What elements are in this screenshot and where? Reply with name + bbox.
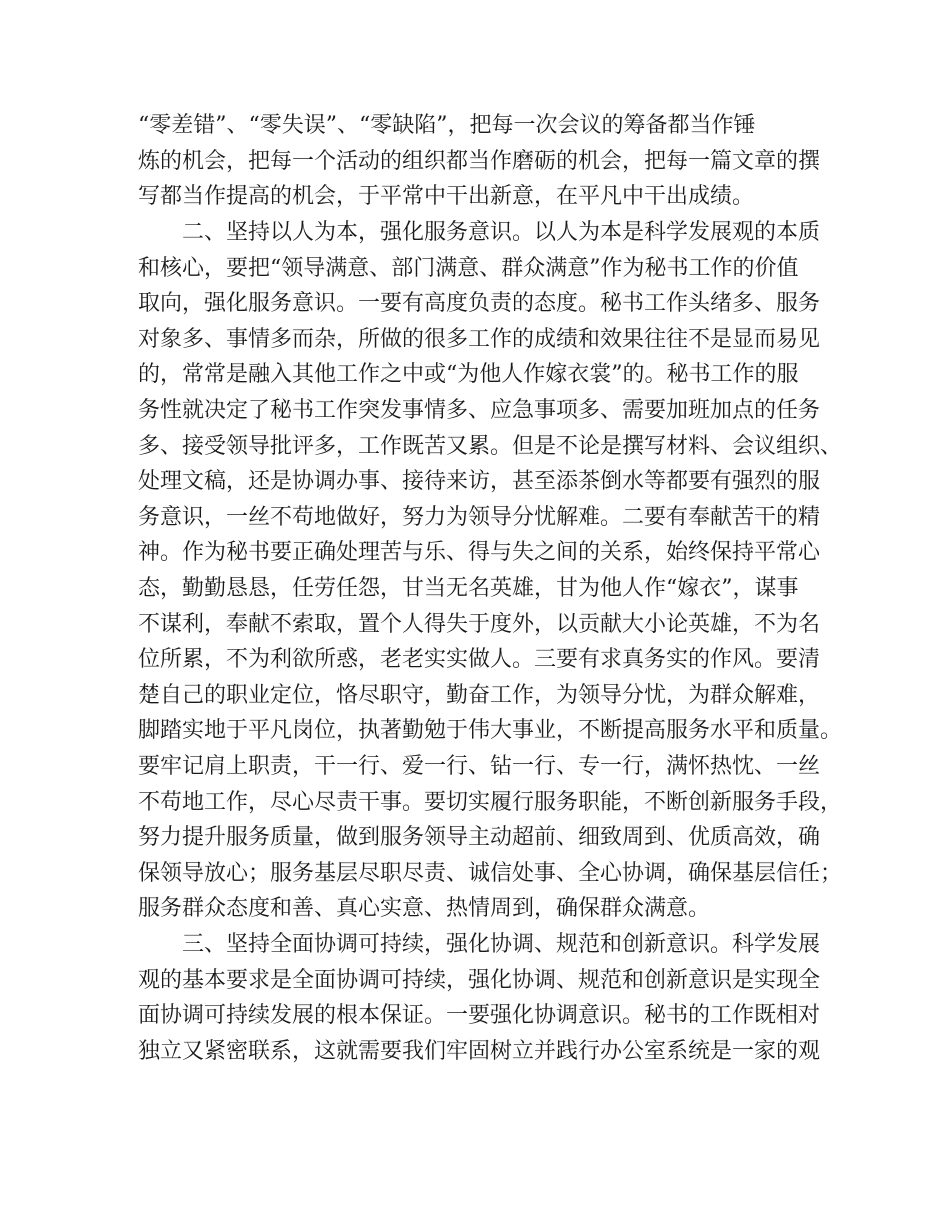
text-line: 观的基本要求是全面协调可持续，强化协调、规范和创新意识是实现全 (138, 967, 821, 993)
text-line: 多、接受领导批评多，工作既苦又累。但是不论是撰写材料、会议组织、 (138, 433, 843, 459)
text-line: 不谋利，奉献不索取，置个人得失于度外，以贡献大小论英雄，不为名 (138, 611, 821, 637)
text-line: 炼的机会，把每一个活动的组织都当作磨砺的机会，把每一篇文章的撰 (138, 148, 821, 174)
text-line: 处理文稿，还是协调办事、接待来访，甚至添茶倒水等都要有强烈的服 (138, 469, 821, 495)
text-line: 保领导放心；服务基层尽职尽责、诚信处事、全心协调，确保基层信任； (138, 860, 843, 886)
text-line: 态，勤勤恳恳，任劳任怨，甘当无名英雄，甘为他人作“嫁衣”，谋事 (138, 575, 799, 601)
paragraph-section-three (138, 927, 828, 1069)
text-line: 务性就决定了秘书工作突发事情多、应急事项多、需要加班加点的任务 (138, 397, 821, 423)
text-line: 写都当作提高的机会，于平常中干出新意，在平凡中干出成绩。 (138, 184, 755, 210)
text-line: 脚踏实地于平凡岗位，执著勤勉于伟大事业，不断提高服务水平和质量。 (138, 718, 843, 744)
text-line: 和核心，要把“领导满意、部门满意、群众满意”作为秘书工作的价值 (138, 255, 799, 281)
text-line: 不苟地工作，尽心尽责干事。要切实履行服务职能，不断创新服务手段， (138, 789, 843, 815)
text-line: 位所累，不为利欲所惑，老老实实做人。三要有求真务实的作风。要清 (138, 647, 821, 673)
text-line: 对象多、事情多而杂，所做的很多工作的成绩和效果往往不是显而易见 (138, 326, 821, 352)
text-line: 务意识，一丝不苟地做好，努力为领导分忧解难。二要有奉献苦干的精 (138, 504, 821, 530)
text-line: 二、坚持以人为本，强化服务意识。以人为本是科学发展观的本质 (182, 220, 821, 245)
paragraph-section-two (138, 215, 843, 927)
text-line: 取向，强化服务意识。一要有高度负责的态度。秘书工作头绪多、服务 (138, 291, 821, 317)
text-line: 努力提升服务质量，做到服务领导主动超前、细致周到、优质高效，确 (138, 825, 821, 851)
paragraph-continued (138, 108, 828, 215)
text-line: 神。作为秘书要正确处理苦与乐、得与失之间的关系，始终保持平常心 (138, 540, 821, 566)
text-line: 服务群众态度和善、真心实意、热情周到，确保群众满意。 (138, 896, 711, 922)
text-line: 楚自己的职业定位，恪尽职守，勤奋工作，为领导分忧，为群众解难， (138, 682, 821, 708)
text-line: 独立又紧密联系，这就需要我们牢固树立并践行办公室系统是一家的观 (138, 1038, 821, 1064)
text-line: 面协调可持续发展的根本保证。一要强化协调意识。秘书的工作既相对 (138, 1003, 821, 1029)
text-line: 的，常常是融入其他工作之中或“为他人作嫁衣裳”的。秘书工作的服 (138, 362, 799, 388)
text-line: “零差错”、“零失误”、“零缺陷”，把每一次会议的筹备都当作锤 (138, 113, 756, 138)
text-line: 三、坚持全面协调可持续，强化协调、规范和创新意识。科学发展 (182, 932, 821, 957)
text-line: 要牢记肩上职责，干一行、爱一行、钻一行、专一行，满怀热忱、一丝 (138, 753, 821, 779)
